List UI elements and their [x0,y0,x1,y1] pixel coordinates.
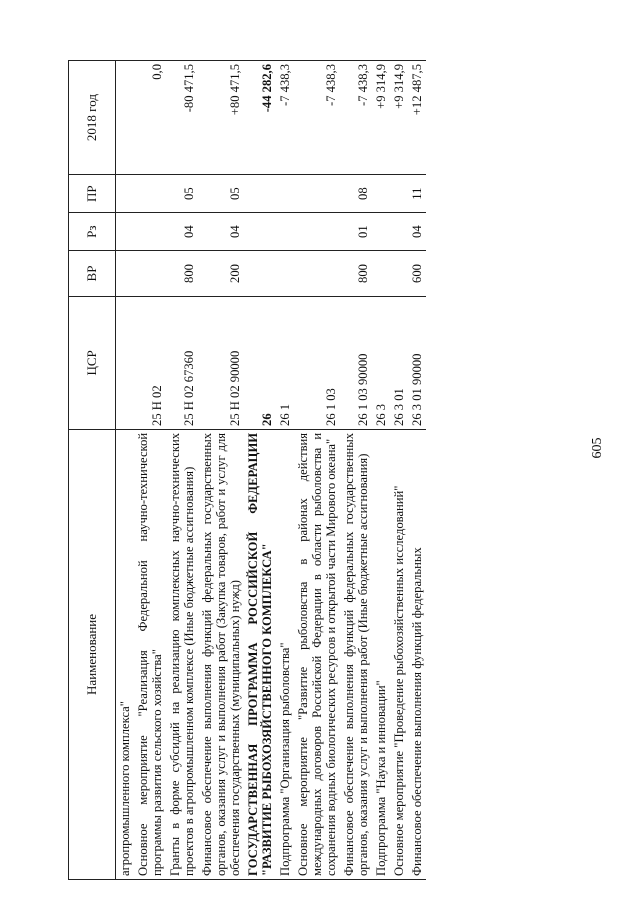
header-name: Наименование [69,429,116,879]
header-amount: 2018 год [69,61,116,175]
row-amount: -80 471,5 [166,61,198,175]
row-rz [244,213,276,251]
row-amount [116,61,135,175]
row-rz [116,213,135,251]
table-row [340,61,372,880]
row-csr: 25 Н 02 90000 [198,296,244,429]
row-vr [390,251,408,297]
row-rz [294,213,340,251]
row-pr [390,175,408,213]
row-rz: 04 [408,213,426,251]
row-pr [276,175,294,213]
row-amount: +80 471,5 [198,61,244,175]
row-name: Подпрограмма "Организация рыболовства" [276,429,294,879]
table-row [390,61,408,880]
row-pr [372,175,390,213]
row-pr: 11 [408,175,426,213]
rotated-budget-table-container [68,60,583,880]
row-pr: 05 [166,175,198,213]
row-csr [116,296,135,429]
row-amount: 0,0 [134,61,166,175]
row-pr [116,175,135,213]
header-rz: Рз [69,213,116,251]
row-rz [372,213,390,251]
table-header-row [69,61,116,880]
row-name: агропромышленного комплекса" [116,429,135,879]
row-amount: +9 314,9 [372,61,390,175]
row-vr [294,251,340,297]
row-rz [134,213,166,251]
row-vr [276,251,294,297]
table-row [408,61,426,880]
row-csr: 26 3 01 90000 [408,296,426,429]
table-row [116,61,135,880]
table-row [244,61,276,880]
row-amount: -7 438,3 [294,61,340,175]
table-row [166,61,198,880]
row-amount: +12 487,5 [408,61,426,175]
row-amount: +9 314,9 [390,61,408,175]
row-csr: 26 3 [372,296,390,429]
row-name: Основное мероприятие "Развитие рыболовства в районах действия международных договоров Российской Федерации в области рыболовства и сохранения водных биологических ресурсов и открытой части Мирового океана" [294,429,340,879]
page-number: 605 [590,437,605,459]
row-csr: 26 3 01 [390,296,408,429]
row-vr: 800 [166,251,198,297]
row-pr: 08 [340,175,372,213]
row-pr: 05 [198,175,244,213]
row-rz [390,213,408,251]
header-vr: ВР [69,251,116,297]
table-row [276,61,294,880]
row-amount: -7 438,3 [276,61,294,175]
budget-table [68,60,426,880]
row-vr [134,251,166,297]
header-csr: ЦСР [69,296,116,429]
row-pr [244,175,276,213]
row-pr [294,175,340,213]
row-vr: 600 [408,251,426,297]
row-amount: -7 438,3 [340,61,372,175]
row-name: Подпрограмма "Наука и инновации" [372,429,390,879]
row-pr [134,175,166,213]
row-rz: 01 [340,213,372,251]
row-amount: -44 282,6 [244,61,276,175]
row-name: Финансовое обеспечение выполнения функций федеральных государственных органов, оказания услуг и выполнения работ (Закупка товаров, работ и услуг для обеспечения государственных (муниципальных) нужд) [198,429,244,879]
row-csr: 26 1 03 [294,296,340,429]
row-name: Гранты в форме субсидий на реализацию комплексных научно-технических проектов в агропромышленном комплексе (Иные бюджетные ассигнования) [166,429,198,879]
row-csr: 25 Н 02 67360 [166,296,198,429]
row-vr: 800 [340,251,372,297]
row-name: Основное мероприятие "Реализация Федеральной научно-технической программы развития сельского хозяйства" [134,429,166,879]
row-rz [276,213,294,251]
row-vr [116,251,135,297]
row-csr: 26 1 03 90000 [340,296,372,429]
row-name: Финансовое обеспечение выполнения функций федеральных государственных органов, оказания услуг и выполнения работ (Иные бюджетные ассигнования) [340,429,372,879]
row-vr: 200 [198,251,244,297]
row-vr [244,251,276,297]
row-name: Основное мероприятие "Проведение рыбохозяйственных исследований" [390,429,408,879]
row-csr: 26 [244,296,276,429]
row-rz: 04 [198,213,244,251]
table-row [198,61,244,880]
row-rz: 04 [166,213,198,251]
row-csr: 26 1 [276,296,294,429]
table-row [372,61,390,880]
row-csr: 25 Н 02 [134,296,166,429]
row-name: Финансовое обеспечение выполнения функций федеральных [408,429,426,879]
row-vr [372,251,390,297]
table-row [134,61,166,880]
header-pr: ПР [69,175,116,213]
table-row [294,61,340,880]
row-name: ГОСУДАРСТВЕННАЯ ПРОГРАММА РОССИЙСКОЙ ФЕДЕРАЦИИ "РАЗВИТИЕ РЫБОХОЗЯЙСТВЕННОГО КОМПЛЕКСА" [244,429,276,879]
